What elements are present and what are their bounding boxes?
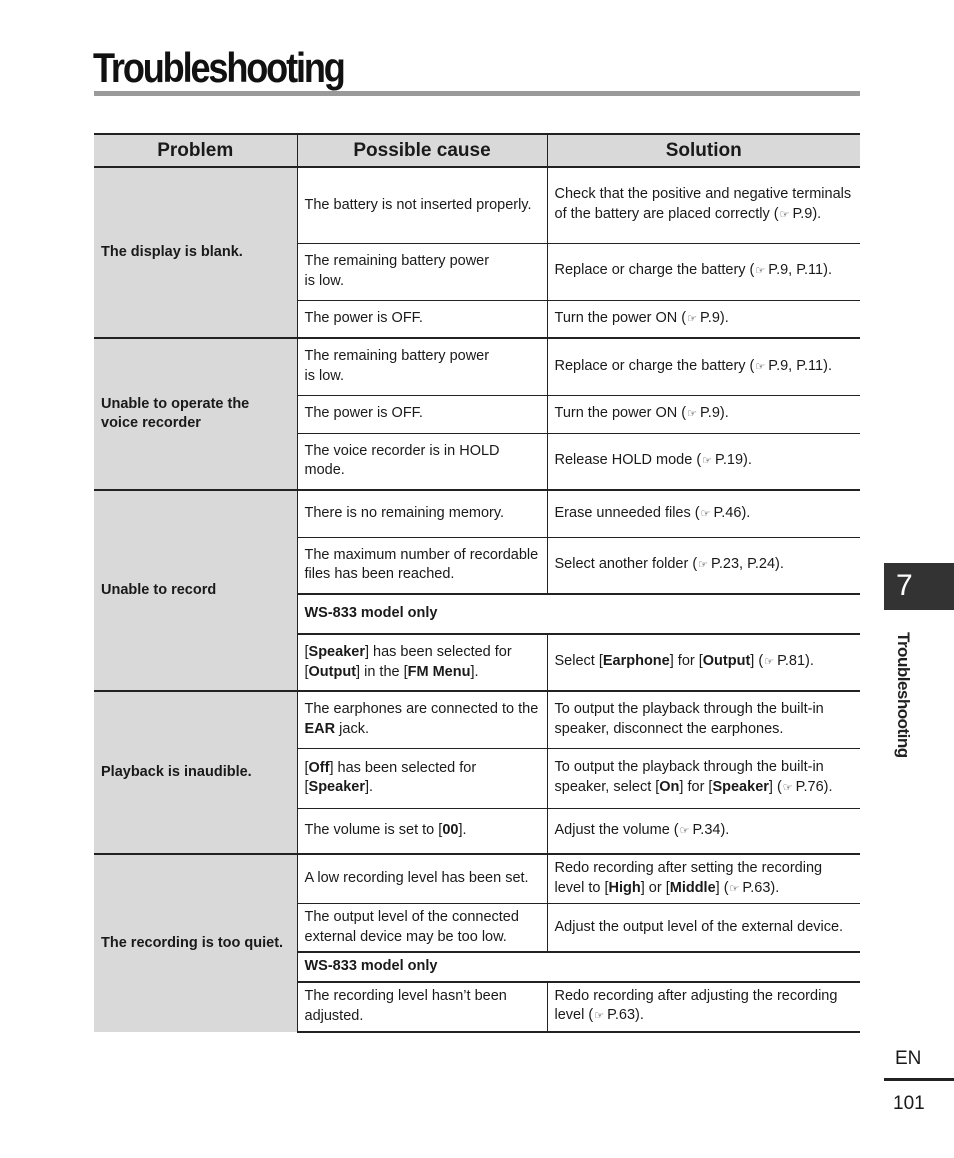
solution-cell: Turn the power ON (☞ P.9). — [547, 300, 860, 338]
cause-cell: There is no remaining memory. — [297, 490, 547, 537]
pointing-hand-icon: ☞ — [687, 312, 697, 325]
problem-cell: Playback is inaudible. — [94, 691, 297, 854]
solution-cell: Release HOLD mode (☞ P.19). — [547, 433, 860, 490]
page-reference: P.23, P.24 — [711, 556, 776, 572]
problem-cell: Unable to operate the voice recorder — [94, 338, 297, 490]
bold-term: High — [608, 879, 641, 896]
problem-cell: Unable to record — [94, 490, 297, 691]
solution-cell: Turn the power ON (☞ P.9). — [547, 395, 860, 433]
cause-cell: The power is OFF. — [297, 300, 547, 338]
page-reference: P.63 — [607, 1007, 636, 1023]
solution-cell: Replace or charge the battery (☞ P.9, P.11). — [547, 338, 860, 395]
pointing-hand-icon: ☞ — [755, 360, 766, 373]
pointing-hand-icon: ☞ — [702, 455, 713, 467]
pointing-hand-icon: ☞ — [698, 559, 709, 571]
bold-term: Speaker — [712, 778, 769, 795]
solution-cell: To output the playback through the built-in speaker, select [On] for [Speaker] (☞ P.76). — [547, 748, 860, 808]
bold-term: EAR — [304, 720, 336, 737]
bold-term: Middle — [669, 879, 716, 896]
title-underline — [94, 91, 860, 96]
solution-cell: Adjust the output level of the external device. — [547, 904, 860, 953]
solution-cell: To output the playback through the built-in speaker, disconnect the earphones. — [547, 691, 860, 748]
bold-term: 00 — [442, 822, 459, 838]
page-reference: P.9 — [792, 205, 813, 222]
pointing-hand-icon: ☞ — [779, 208, 790, 221]
chapter-tab — [884, 563, 954, 610]
cause-cell: A low recording level has been set. — [297, 854, 547, 904]
language-label: EN — [895, 1048, 922, 1069]
pointing-hand-icon: ☞ — [782, 781, 793, 794]
troubleshooting-table — [94, 133, 860, 1033]
page-reference: P.9, P.11 — [768, 357, 824, 374]
section-side-label: Troubleshooting — [894, 632, 913, 758]
pointing-hand-icon: ☞ — [700, 507, 711, 520]
solution-cell: Check that the positive and negative terminals of the battery are placed correctly (☞ P.9). — [547, 167, 860, 243]
table-body — [94, 167, 860, 1032]
page-reference: P.81 — [777, 653, 806, 670]
cause-cell: The remaining battery power is low. — [297, 243, 547, 300]
pointing-hand-icon: ☞ — [755, 265, 766, 278]
language-rule — [884, 1078, 954, 1081]
page-reference: P.19 — [715, 452, 744, 468]
pointing-hand-icon: ☞ — [679, 824, 690, 837]
cause-cell: [Speaker] has been selected for [Output] in the [FM Menu]. — [297, 634, 547, 691]
cause-cell: The recording level hasn’t been adjusted. — [297, 982, 547, 1032]
solution-cell: Redo recording after adjusting the recording level (☞ P.63). — [547, 982, 860, 1032]
table-row — [94, 167, 860, 243]
solution-cell: Adjust the volume (☞ P.34). — [547, 808, 860, 854]
cause-cell: The voice recorder is in HOLD mode. — [297, 433, 547, 490]
page-reference: P.46 — [713, 504, 742, 521]
column-header-solution: Solution — [547, 134, 860, 167]
bold-term: Earphone — [602, 653, 670, 670]
bold-term: FM Menu — [407, 663, 471, 680]
pointing-hand-icon: ☞ — [594, 1010, 605, 1022]
problem-cell: The display is blank. — [94, 167, 297, 338]
solution-cell: Select another folder (☞ P.23, P.24). — [547, 537, 860, 594]
page-reference: P.63 — [742, 879, 771, 896]
table-header-row — [94, 134, 860, 167]
solution-cell: Erase unneeded files (☞ P.46). — [547, 490, 860, 537]
page-reference: P.9 — [700, 404, 720, 421]
bold-term: Speaker — [308, 779, 365, 795]
pointing-hand-icon: ☞ — [687, 407, 697, 420]
solution-cell: Select [Earphone] for [Output] (☞ P.81). — [547, 634, 860, 691]
table-row — [94, 338, 860, 395]
cause-cell: The earphones are connected to the EAR jack. — [297, 691, 547, 748]
table-row — [94, 854, 860, 904]
pointing-hand-icon: ☞ — [764, 656, 775, 669]
column-header-cause: Possible cause — [297, 134, 547, 167]
bold-term: Output — [308, 663, 357, 680]
table-row — [94, 490, 860, 537]
solution-cell: Redo recording after setting the recording level to [High] or [Middle] (☞ P.63). — [547, 854, 860, 904]
page-number: 101 — [893, 1093, 925, 1114]
cause-cell: The volume is set to [00]. — [297, 808, 547, 854]
pointing-hand-icon: ☞ — [729, 882, 740, 895]
problem-cell: The recording is too quiet. — [94, 854, 297, 1032]
chapter-number: 7 — [896, 569, 913, 602]
page-reference: P.9, P.11 — [768, 262, 824, 279]
page-reference: P.34 — [692, 821, 721, 838]
bold-term: On — [659, 778, 680, 795]
cause-cell: The power is OFF. — [297, 395, 547, 433]
column-header-problem: Problem — [94, 134, 297, 167]
cause-cell: The output level of the connected external device may be too low. — [297, 904, 547, 953]
cause-cell: The maximum number of recordable files has been reached. — [297, 537, 547, 594]
model-note-cell: WS-833 model only — [297, 594, 860, 634]
page-reference: P.9 — [700, 309, 720, 326]
bold-term: Off — [308, 759, 330, 776]
bold-term: Output — [702, 653, 751, 670]
model-note-cell: WS-833 model only — [297, 952, 860, 982]
cause-cell: [Off] has been selected for [Speaker]. — [297, 748, 547, 808]
cause-cell: The remaining battery power is low. — [297, 338, 547, 395]
bold-term: Speaker — [308, 644, 365, 660]
table-row — [94, 691, 860, 748]
page-reference: P.76 — [795, 778, 824, 795]
cause-cell: The battery is not inserted properly. — [297, 167, 547, 243]
solution-cell: Replace or charge the battery (☞ P.9, P.11). — [547, 243, 860, 300]
page-title: Troubleshooting — [93, 44, 344, 91]
